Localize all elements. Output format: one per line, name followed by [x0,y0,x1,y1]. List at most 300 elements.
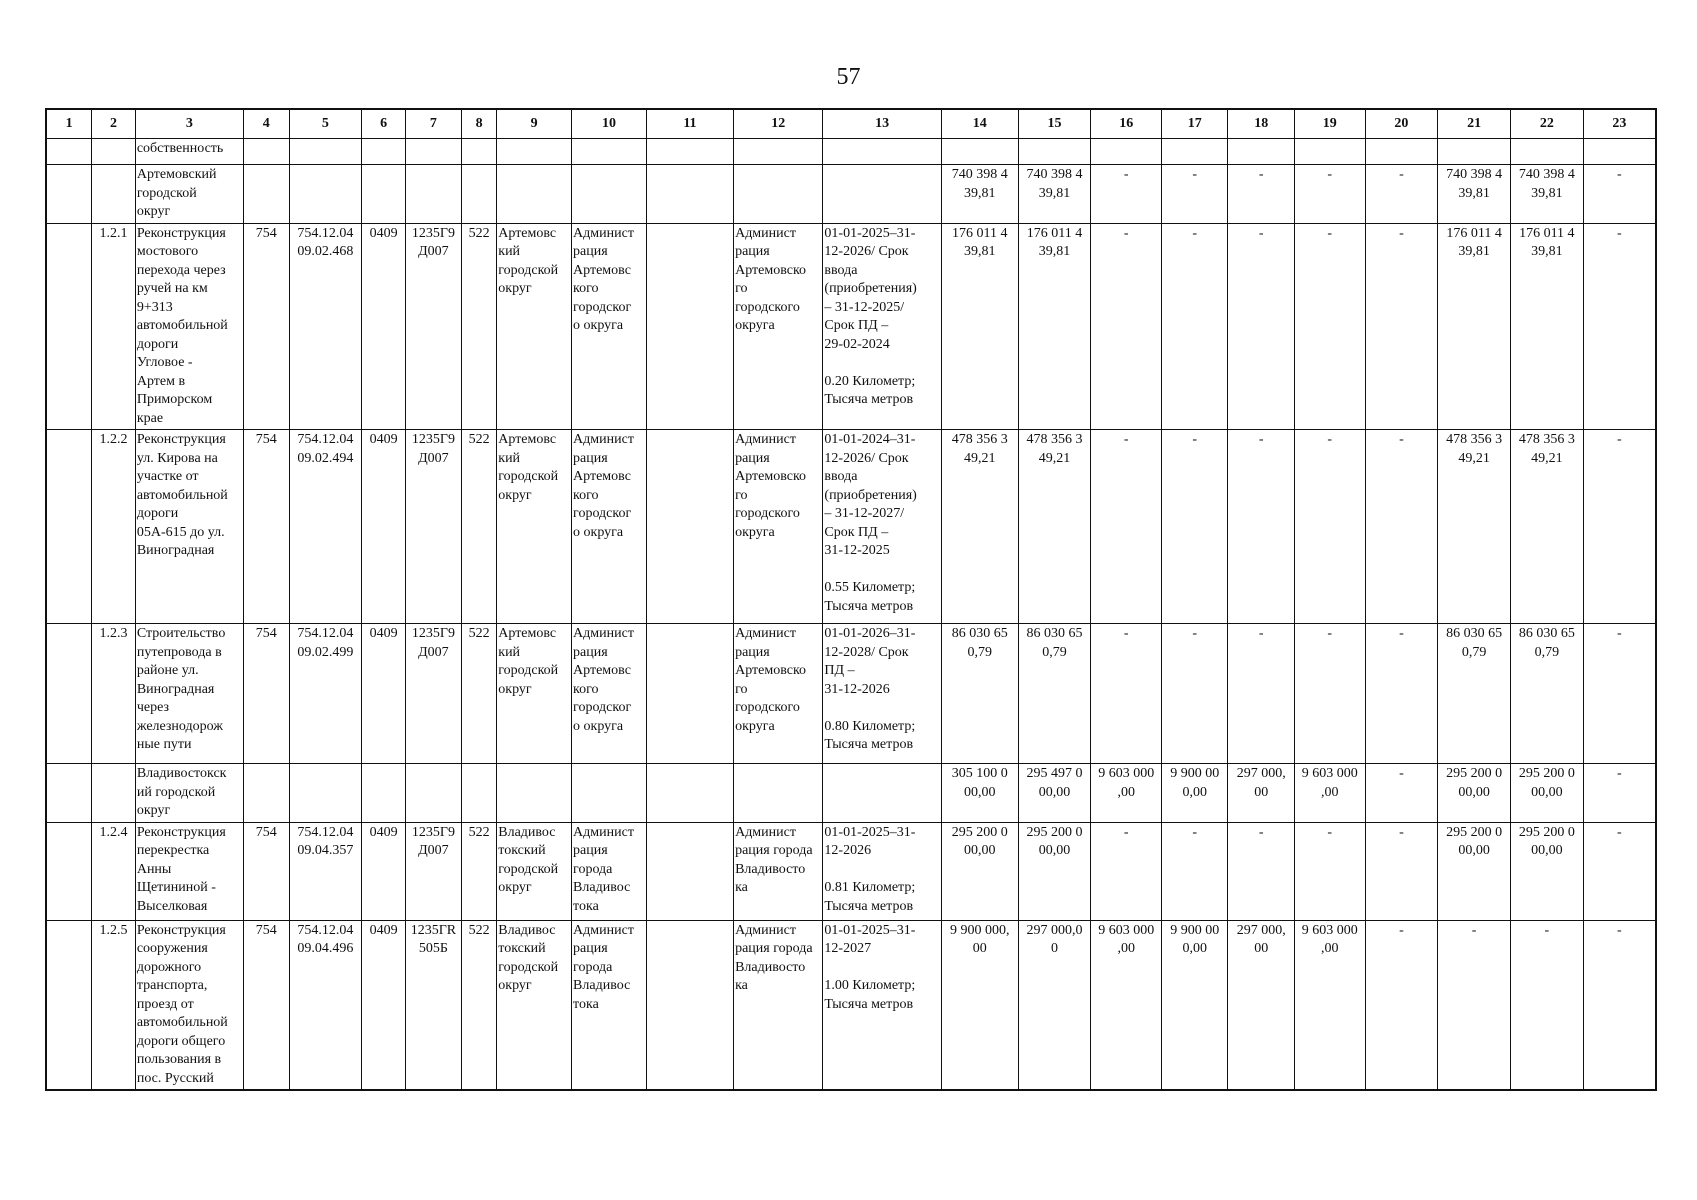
cell-text: Админист рация Артемовско го городского округа [735,225,807,333]
table-cell [92,223,136,430]
cell-text: - [1123,225,1129,241]
table-cell [734,764,823,823]
cell-text: 1.2.2 [99,432,128,447]
cell-text: - [1399,432,1404,447]
table-row [46,223,1656,430]
table-cell [646,920,733,1090]
table-cell [1228,624,1294,764]
table-cell [135,223,243,430]
cell-text: 86 030 65 0,79 [1446,626,1503,660]
cell-text: - [1258,824,1264,840]
cell-text: 297 000, 00 [1236,766,1286,800]
table-cell [1510,139,1583,165]
cell-text: 9 603 000 ,00 [1301,922,1358,956]
table-cell [362,223,406,430]
table-cell [1438,165,1511,224]
table-cell [1228,430,1294,624]
table-cell [734,822,823,920]
cell-text: 9 603 000 ,00 [1098,766,1155,800]
table-cell [1018,223,1091,430]
table-cell [46,822,92,920]
table-cell [135,139,243,165]
cell-text: 754.12.04 09.04.357 [297,824,354,858]
column-header: 14 [941,109,1018,139]
cell-text: 1235Г9 Д007 [411,225,455,259]
table-cell [405,223,461,430]
column-header: 4 [243,109,289,139]
table-cell [1018,430,1091,624]
table-cell [1018,165,1091,224]
table-cell [46,165,92,224]
cell-text: Артемовский городской округ [136,167,217,219]
table-cell [405,165,461,224]
cell-text: - [1399,626,1404,641]
table-cell [405,920,461,1090]
table-cell [362,764,406,823]
cell-text: - [1399,167,1404,182]
cell-text: 176 011 4 39,81 [1446,225,1502,259]
table-cell [1438,764,1511,823]
cell-text: 740 398 4 39,81 [1026,167,1083,201]
table-cell [1294,223,1365,430]
table-cell [1438,223,1511,430]
cell-text: 176 011 4 39,81 [1026,225,1083,259]
cell-text: 305 100 0 00,00 [951,766,1008,800]
cell-text: - [1192,167,1198,182]
table-cell [1091,139,1162,165]
cell-text: - [1327,824,1333,840]
cell-text: Артемовс кий городской округ [498,432,559,503]
cell-text: 0409 [369,432,398,447]
cell-text: Админист рация Артемовс кого городског о округа [573,626,634,734]
column-header: 1 [46,109,92,139]
column-header: 16 [1091,109,1162,139]
table-cell [823,165,941,224]
table-cell [362,430,406,624]
table-cell [572,139,647,165]
table-cell [362,624,406,764]
table-cell [243,624,289,764]
cell-text: - [1471,922,1477,938]
cell-text: 740 398 4 39,81 [951,167,1008,201]
table-cell [734,430,823,624]
table-cell [243,764,289,823]
table-cell [1018,822,1091,920]
table-cell [1091,430,1162,624]
table-cell [243,430,289,624]
table-cell [1228,822,1294,920]
table-cell [1018,920,1091,1090]
table-cell [497,139,572,165]
column-header: 17 [1162,109,1228,139]
table-cell [497,223,572,430]
cell-text: Админист рация города Владивос тока [573,922,634,1012]
table-cell [1162,139,1228,165]
cell-text: 1.2.1 [99,225,128,241]
table-cell [1228,165,1294,224]
column-header: 3 [135,109,243,139]
table-cell [497,430,572,624]
table-cell [1365,920,1438,1090]
table-cell [1583,624,1656,764]
cell-text: Владивостокск ий городской округ [136,766,227,818]
table-cell [362,920,406,1090]
table-cell [823,430,941,624]
cell-text: - [1617,225,1622,241]
cell-text: 295 200 0 00,00 [1446,766,1503,800]
cell-text: - [1192,824,1198,840]
cell-text: - [1327,167,1333,182]
column-header: 20 [1365,109,1438,139]
table-cell [1162,624,1228,764]
table-cell [1583,920,1656,1090]
table-cell [1365,430,1438,624]
cell-text: Реконструкция перекрестка Анны Щетининой - Выселковая [136,824,226,914]
table-cell [461,165,496,224]
cell-text: 522 [468,824,490,840]
cell-text: - [1123,167,1129,182]
table-cell [243,223,289,430]
table-cell [405,430,461,624]
cell-text: 01-01-2025–31- 12-2027 1.00 Километр; Тысяча метров [824,922,916,1012]
table-cell [941,822,1018,920]
table-cell [572,430,647,624]
table-cell [1438,624,1511,764]
table-cell [1510,624,1583,764]
cell-text: - [1258,167,1264,182]
table-cell [941,223,1018,430]
cell-text: 1.2.4 [99,824,128,840]
table-cell [135,430,243,624]
table-cell [1365,139,1438,165]
table-row [46,624,1656,764]
table-cell [1294,165,1365,224]
table-cell [734,920,823,1090]
cell-text: Строительство путепровода в районе ул. Виноградная через железнодорож ные пути [136,626,226,752]
table-cell [941,764,1018,823]
table-cell [289,822,362,920]
cell-text: Реконструкция мостового перехода через ручей на км 9+313 автомобильной дороги Угловое - Артем в Приморском крае [136,225,228,426]
table-cell [1583,139,1656,165]
table-cell [572,764,647,823]
budget-table [45,108,1657,1091]
cell-text: - [1399,766,1404,781]
table-cell [823,223,941,430]
table-cell [497,920,572,1090]
table-cell [362,822,406,920]
table-cell [135,822,243,920]
table-cell [497,165,572,224]
cell-text: 295 497 0 00,00 [1026,766,1083,800]
cell-text: 0409 [369,922,398,938]
cell-text: Реконструкция ул. Кирова на участке от автомобильной дороги 05А-615 до ул. Виноградная [136,432,228,558]
cell-text: - [1399,225,1404,241]
cell-text: 0409 [369,225,398,241]
table-cell [1091,822,1162,920]
column-header: 11 [646,109,733,139]
table-cell [1365,764,1438,823]
table-cell [243,139,289,165]
table-cell [497,624,572,764]
cell-text: 0409 [369,824,398,840]
table-cell [646,139,733,165]
cell-text: 01-01-2026–31- 12-2028/ Срок ПД – 31-12-2026 0.80 Километр; Тысяча метров [824,626,916,752]
table-cell [1438,822,1511,920]
table-cell [1510,430,1583,624]
column-header: 9 [497,109,572,139]
cell-text: Админист рация города Владивосто ка [735,922,813,993]
column-header: 12 [734,109,823,139]
table-cell [1091,624,1162,764]
table-cell [461,920,496,1090]
table-cell [572,624,647,764]
cell-text: 01-01-2025–31- 12-2026 0.81 Километр; Тысяча метров [824,824,916,914]
table-row [46,165,1656,224]
cell-text: 740 398 4 39,81 [1518,167,1575,201]
table-cell [1365,822,1438,920]
table-header-row [46,109,1656,139]
cell-text: - [1544,922,1550,938]
table-cell [1510,920,1583,1090]
table-cell [941,624,1018,764]
table-cell [734,624,823,764]
table-cell [823,920,941,1090]
table-row [46,822,1656,920]
cell-text: 295 200 0 00,00 [951,824,1008,858]
table-cell [1583,764,1656,823]
cell-text: 297 000,0 0 [1026,922,1083,956]
table-cell [92,764,136,823]
page-number: 57 [836,64,861,90]
table-cell [823,822,941,920]
cell-text: 1235Г9 Д007 [411,824,455,858]
table-cell [405,822,461,920]
table-cell [1365,223,1438,430]
table-cell [941,165,1018,224]
table-cell [497,764,572,823]
cell-text: Артемовс кий городской округ [498,225,559,296]
table-cell [1365,624,1438,764]
table-cell [362,139,406,165]
table-cell [734,139,823,165]
table-cell [1228,223,1294,430]
table-cell [135,165,243,224]
cell-text: 754 [255,922,277,938]
table-cell [1162,764,1228,823]
cell-text: 1.2.5 [99,922,128,938]
table-cell [135,764,243,823]
cell-text: - [1617,824,1622,840]
cell-text: Админист рация Артемовско го городского округа [735,626,807,734]
cell-text: 478 356 3 49,21 [1026,432,1083,466]
column-header: 10 [572,109,647,139]
cell-text: 9 603 000 ,00 [1098,922,1155,956]
table-cell [289,624,362,764]
table-cell [941,920,1018,1090]
cell-text: Админист рация Артемовс кого городског о округа [573,432,634,540]
column-header: 19 [1294,109,1365,139]
table-cell [1294,822,1365,920]
table-cell [823,624,941,764]
table-cell [572,822,647,920]
column-header: 13 [823,109,941,139]
table-cell [289,223,362,430]
table-cell [461,430,496,624]
cell-text: - [1617,626,1622,641]
cell-text: 1235Г9 Д007 [411,626,455,660]
table-cell [46,764,92,823]
table-cell [1510,822,1583,920]
column-header: 18 [1228,109,1294,139]
table-cell [1018,624,1091,764]
cell-text: - [1399,922,1404,938]
cell-text: Админист рация Артемовс кого городског о округа [573,225,634,333]
cell-text: 478 356 3 49,21 [1518,432,1575,466]
cell-text: 86 030 65 0,79 [1518,626,1575,660]
cell-text: 522 [468,922,490,938]
table-cell [1091,165,1162,224]
table-cell [243,165,289,224]
cell-text: 478 356 3 49,21 [1446,432,1503,466]
table-cell [289,139,362,165]
table-cell [1438,139,1511,165]
cell-text: Артемовс кий городской округ [498,626,559,697]
table-cell [1162,920,1228,1090]
table-cell [1091,223,1162,430]
cell-text: - [1192,225,1198,241]
budget-table-container [45,108,1657,1091]
cell-text: 9 900 00 0,00 [1170,922,1220,956]
cell-text: 9 900 000, 00 [949,922,1010,956]
cell-text: 86 030 65 0,79 [951,626,1008,660]
cell-text: - [1399,824,1404,840]
cell-text: 297 000, 00 [1236,922,1286,956]
cell-text: 1235ГR 505Б [410,922,457,956]
table-cell [823,764,941,823]
table-cell [92,139,136,165]
cell-text: - [1258,432,1264,447]
cell-text: 754.12.04 09.04.496 [297,922,354,956]
cell-text: Владивос токский городской округ [498,824,559,895]
cell-text: - [1327,626,1333,641]
table-cell [1294,430,1365,624]
cell-text: 522 [468,432,490,447]
table-cell [1294,764,1365,823]
table-cell [92,920,136,1090]
table-cell [289,920,362,1090]
column-header: 23 [1583,109,1656,139]
cell-text: собственность [136,141,224,156]
table-cell [1294,920,1365,1090]
table-cell [1228,920,1294,1090]
table-cell [1162,822,1228,920]
cell-text: Админист рация Артемовско го городского округа [735,432,807,540]
table-cell [135,624,243,764]
table-cell [135,920,243,1090]
table-cell [1091,920,1162,1090]
table-cell [92,822,136,920]
table-cell [1294,624,1365,764]
cell-text: - [1123,432,1129,447]
cell-text: 754 [255,626,277,641]
cell-text: 754 [255,225,277,241]
cell-text: 01-01-2025–31- 12-2026/ Срок ввода (приобретения) – 31-12-2025/ Срок ПД – 29-02-2024 0.20 Километр; Тысяча метров [824,225,917,407]
cell-text: 754.12.04 09.02.468 [297,225,354,259]
table-cell [572,223,647,430]
table-cell [572,920,647,1090]
table-cell [1294,139,1365,165]
table-cell [461,624,496,764]
table-cell [1018,139,1091,165]
cell-text: 0409 [369,626,398,641]
cell-text: 295 200 0 00,00 [1446,824,1503,858]
table-cell [46,430,92,624]
cell-text: Админист рация города Владивосто ка [735,824,813,895]
cell-text: - [1123,626,1129,641]
table-cell [572,165,647,224]
cell-text: - [1258,225,1264,241]
table-cell [1162,165,1228,224]
column-header: 6 [362,109,406,139]
table-cell [497,822,572,920]
table-cell [46,223,92,430]
column-header: 7 [405,109,461,139]
table-cell [1438,920,1511,1090]
table-cell [362,165,406,224]
table-cell [1583,223,1656,430]
cell-text: 754.12.04 09.02.499 [297,626,354,660]
table-cell [734,223,823,430]
table-cell [646,764,733,823]
table-cell [1583,430,1656,624]
table-cell [1162,223,1228,430]
cell-text: - [1192,626,1198,641]
table-cell [46,139,92,165]
cell-text: 740 398 4 39,81 [1446,167,1503,201]
table-cell [646,822,733,920]
cell-text: 754 [255,824,277,840]
column-header: 8 [461,109,496,139]
table-cell [823,139,941,165]
table-cell [1510,165,1583,224]
table-cell [1018,764,1091,823]
table-cell [243,822,289,920]
cell-text: - [1192,432,1198,447]
cell-text: 478 356 3 49,21 [951,432,1008,466]
column-header: 21 [1438,109,1511,139]
cell-text: 01-01-2024–31- 12-2026/ Срок ввода (приобретения) – 31-12-2027/ Срок ПД – 31-12-2025 0.55 Километр; Тысяча метров [824,432,917,614]
table-cell [646,223,733,430]
table-cell [405,764,461,823]
table-cell [941,139,1018,165]
column-header: 22 [1510,109,1583,139]
table-cell [1583,165,1656,224]
cell-text: 176 011 4 39,81 [1519,225,1575,259]
table-cell [461,822,496,920]
cell-text: Админист рация города Владивос тока [573,824,634,914]
table-cell [461,223,496,430]
cell-text: - [1617,766,1622,781]
cell-text: - [1617,167,1622,182]
table-cell [1228,764,1294,823]
cell-text: - [1258,626,1264,641]
table-cell [46,624,92,764]
table-cell [1438,430,1511,624]
table-cell [405,624,461,764]
cell-text: - [1327,432,1333,447]
table-cell [941,430,1018,624]
table-cell [289,430,362,624]
